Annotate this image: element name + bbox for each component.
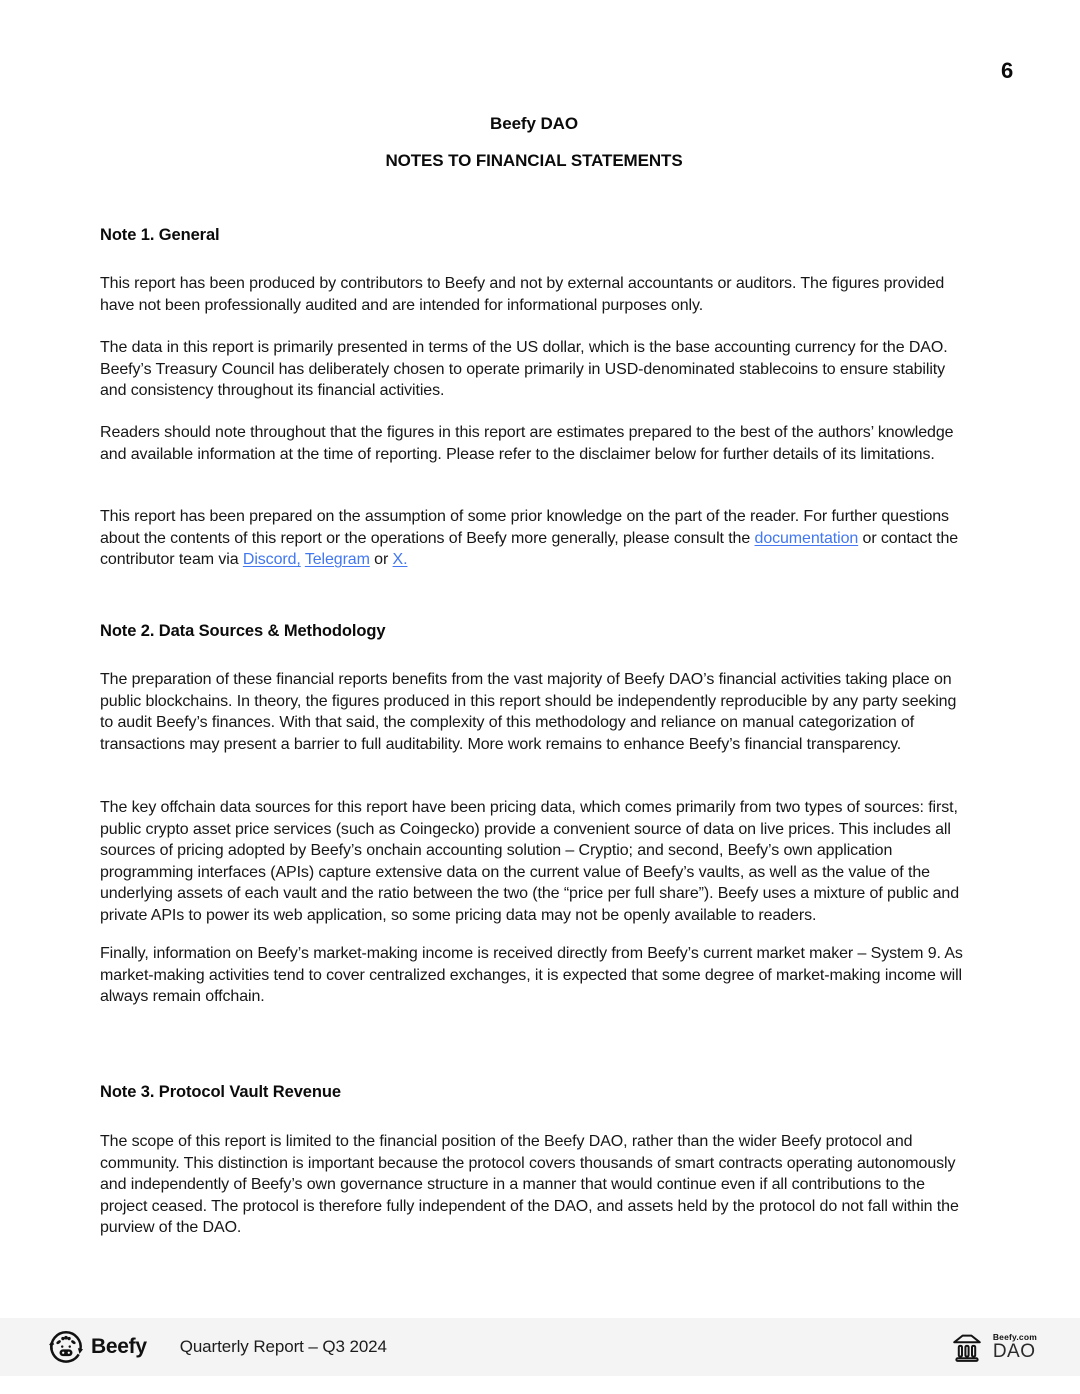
footer-org-large-label: DAO [992, 1341, 1036, 1362]
note3-paragraph-1: The scope of this report is limited to the financial position of the Beefy DAO, rather than the wider Beefy protocol and community. This distinction is important because the protocol covers thousands of smart contracts operating autonomously and independently of Beefy’s own governance structure in a manner that would continue even if all contributions to the project ceased. The protocol is therefore fully independent of the DAO, and assets held by the protocol do not fall within the purview of the DAO. [100, 1133, 959, 1236]
x-link[interactable]: X. [392, 551, 408, 568]
footer-brand-name: Beefy [91, 1335, 147, 1358]
footer-org-small-label: Beefy.com [992, 1332, 1037, 1342]
note1-paragraph-4 [100, 506, 968, 571]
telegram-link[interactable]: Telegram [304, 551, 370, 568]
bank-building-icon [948, 1330, 986, 1364]
note3-heading: Note 3. Protocol Vault Revenue [100, 1083, 341, 1101]
footer-report-title: Quarterly Report – Q3 2024 [179, 1337, 387, 1356]
note2-paragraph-1: The preparation of these financial reports benefits from the vast majority of Beefy DAO’s financial activities taking place on public blockchains. In theory, the figures produced in this report should be independently reproducible by any party seeking to audit Beefy’s finances. With that said, the complexity of this methodology and reliance on manual categorization of transactions may present a barrier to full auditability. More work remains to enhance Beefy’s financial transparency. [100, 671, 957, 753]
note1-paragraph-3: Readers should note throughout that the figures in this report are estimates prepared to the best of the authors’ knowledge and available information at the time of reporting. Please refer to the disclaimer below for further details of its limitations. [100, 424, 954, 463]
footer-bar [0, 1318, 1080, 1376]
note2-paragraph-3: Finally, information on Beefy’s market-making income is received directly from Beefy’s current market maker – System 9. As market-making activities tend to cover centralized exchanges, it is expected that some degree of market-making income will always remain offchain. [100, 945, 963, 1005]
document-subtitle: NOTES TO FINANCIAL STATEMENTS [385, 151, 683, 170]
beefy-cow-circular-arrows-icon [48, 1329, 84, 1365]
page-number: 6 [1001, 58, 1014, 83]
document-title: Beefy DAO [490, 114, 578, 133]
note1-heading: Note 1. General [100, 226, 220, 244]
footer-org-text [993, 1332, 1037, 1362]
note1-paragraph-4-text-2: or contact the contributor team via [100, 529, 959, 568]
note1-paragraph-2: The data in this report is primarily presented in terms of the US dollar, which is the base accounting currency for the DAO. Beefy’s Treasury Council has deliberately chosen to operate primarily in USD-denominated stablecoins to ensure stability and consistency throughout its financial activities. [100, 339, 948, 399]
footer-brand-group [48, 1329, 387, 1365]
note1-paragraph-1: This report has been produced by contributors to Beefy and not by external accountants or auditors. The figures provided have not been professionally audited and are intended for informational purposes only. [100, 275, 945, 314]
note1-paragraph-4-text-1: This report has been prepared on the assumption of some prior knowledge on the part of the reader. For further questions about the contents of this report or the operations of Beefy more generally, please consult the [100, 508, 949, 547]
note1-paragraph-4-text-4: or [369, 551, 393, 568]
discord-link[interactable]: Discord, [242, 551, 301, 568]
documentation-link[interactable]: documentation [754, 529, 859, 547]
note2-heading: Note 2. Data Sources & Methodology [100, 622, 386, 640]
footer-dao-group [948, 1330, 1037, 1364]
note2-paragraph-2: The key offchain data sources for this report have been pricing data, which comes primarily from two types of sources: first, public crypto asset price services (such as Coingecko) provide a convenient source of data on live prices. This includes all sources of pricing adopted by Beefy’s onchain accounting solution – Cryptio; and second, Beefy’s own application programming interfaces (APIs) capture extensive data on the current value of Beefy’s vaults, as well as the value of the underlying assets of each vault and the ratio between the two (the “price per full share”). Beefy uses a mixture of public and private APIs to power its web application, so some pricing data may not be openly available to readers. [100, 799, 959, 924]
